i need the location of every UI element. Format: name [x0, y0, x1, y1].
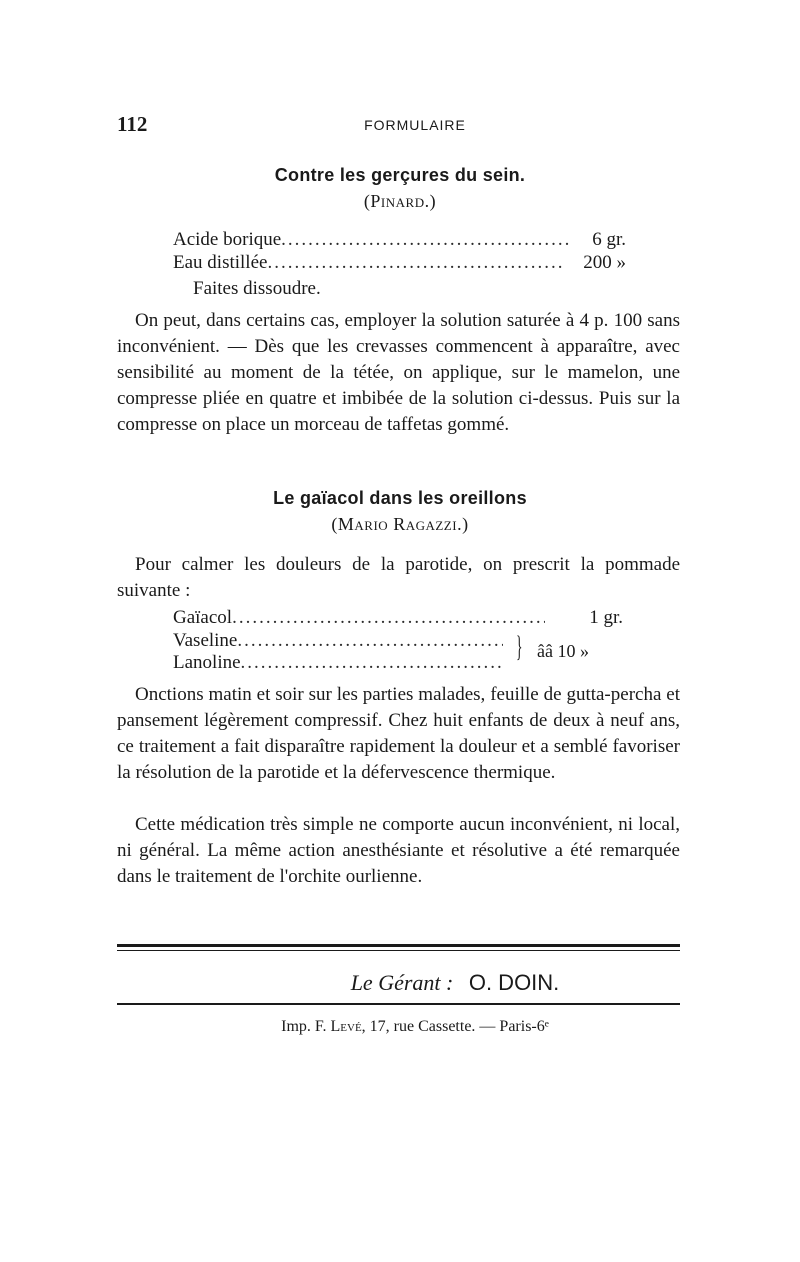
instruction-text: Faites dissoudre.: [193, 278, 321, 299]
paragraph: Pour calmer les douleurs de la parotide, on prescrit la pommade suivante :: [117, 554, 680, 601]
imprint-rule: [117, 1003, 680, 1005]
section-author: (Mario Ragazzi.): [331, 514, 469, 534]
running-head: FORMULAIRE: [364, 117, 466, 133]
ingredient-name: Lanoline: [173, 652, 241, 673]
imprint-prefix: Imp. F.: [281, 1018, 327, 1035]
recipe-line: [173, 229, 626, 251]
ingredient-qty: 200 »: [583, 252, 626, 273]
page-number: 112: [117, 112, 148, 136]
leader-dots: [232, 607, 545, 629]
grouped-qty: ââ 10 »: [537, 641, 589, 661]
ingredient-name: Eau distillée: [173, 252, 268, 273]
recipe-line: [173, 630, 503, 652]
ingredient-name: Vaseline: [173, 630, 238, 651]
recipe-line: [173, 607, 623, 629]
leader-dots: [237, 630, 503, 652]
ingredient-qty: 6 gr.: [592, 229, 626, 250]
section-title: Contre les gerçures du sein.: [274, 165, 526, 185]
ingredient-qty: 1 gr.: [589, 607, 623, 628]
imprint-name: Levé: [330, 1018, 362, 1035]
gerant-line: [0, 970, 800, 996]
section-author: (Pinard.): [363, 191, 437, 211]
gerant-label: Le Gérant :: [350, 970, 454, 995]
paragraph: On peut, dans certains cas, employer la solution saturée à 4 p. 100 sans inconvénient. — Dès que les crevasses commencent à apparaître, avec sensibilité au moment de la tétée, on applique, sur le mamelon, une compresse pliée en quatre et imbibée de la solution ci-dessus. Puis sur la compresse on place un morceau de taffetas gommé.: [117, 310, 680, 435]
recipe-line: [173, 652, 503, 674]
leader-dots: [267, 252, 563, 274]
footer-rule-thin: [117, 950, 680, 951]
footer-rule-thick: [117, 944, 680, 947]
imprint-rest: , 17, rue Cassette. — Paris-6ᵉ: [361, 1018, 549, 1035]
gerant-name: O. DOIN.: [468, 970, 560, 995]
brace: }: [515, 630, 523, 663]
leader-dots: [241, 652, 503, 674]
section-title: Le gaïacol dans les oreillons: [273, 488, 527, 508]
leader-dots: [281, 229, 572, 251]
paragraph: Cette médication très simple ne comporte aucun inconvénient, ni local, ni général. La même action anesthésiante et résolutive a été remarquée dans le traitement de l'orchite ourlienne.: [117, 814, 680, 887]
imprint-line: [0, 1018, 800, 1036]
recipe-line: [173, 252, 626, 274]
paragraph: Onctions matin et soir sur les parties malades, feuille de gutta-percha et pansement légèrement compressif. Chez huit enfants de deux à neuf ans, ce traitement a fait disparaître rapidement la douleur et a semblé favoriser la résolution de la parotide et la défervescence thermique.: [117, 684, 680, 783]
ingredient-name: Gaïacol: [173, 607, 233, 628]
ingredient-name: Acide borique: [173, 229, 282, 250]
